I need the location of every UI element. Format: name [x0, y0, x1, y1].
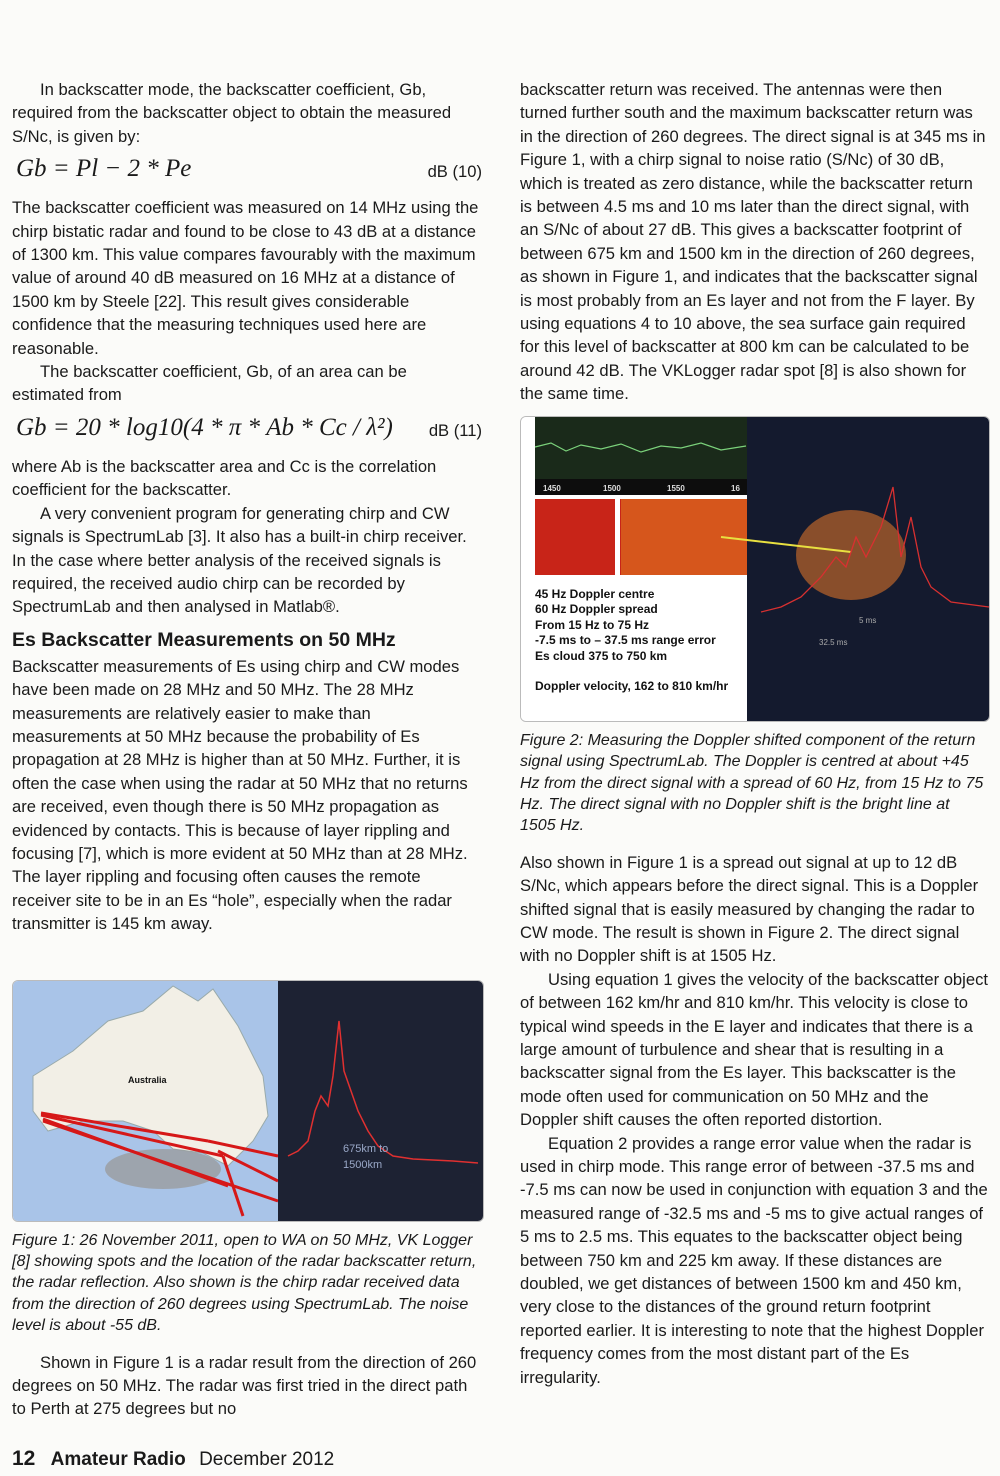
right-column: [520, 78, 988, 1389]
figure-2-axis-tick: 1550: [667, 483, 685, 493]
paragraph: In backscatter mode, the backscatter coefficient, Gb, required from the backscatter object to obtain the measured S/Nc, is given by:: [12, 80, 452, 146]
figure-2-mark: 5 ms: [859, 615, 877, 625]
figure-1-range-label: 675km to 1500km: [343, 1142, 389, 1171]
figure-2-image: [520, 416, 990, 722]
equation-10: [12, 150, 482, 192]
figure-2-velocity: Doppler velocity, 162 to 810 km/hr: [535, 678, 729, 693]
paragraph: A very convenient program for generating chirp and CW signals is SpectrumLab [3]. It also has a built-in chirp receiver. In the case where better analysis of the received signals is required, the received audio chirp can be recorded by SpectrumLab and then analysed in Matlab®.: [12, 503, 467, 617]
figure-2-axis-tick: 1500: [603, 483, 621, 493]
figure-1-graphic: [13, 981, 483, 1221]
equation-11: [12, 409, 482, 451]
figure-2-line: 45 Hz Doppler centre: [535, 586, 655, 601]
section-heading: Es Backscatter Measurements on 50 MHz: [12, 628, 396, 651]
equation-number: dB (10): [427, 162, 482, 182]
figure-1-image: [12, 980, 484, 1222]
figure-2-annotation: [535, 587, 747, 695]
page-footer: [12, 1447, 334, 1471]
equation-formula: Gb = 20 * log10(4 * π * Ab * Cc / λ²): [16, 413, 393, 441]
magazine-title: Amateur Radio: [50, 1449, 186, 1470]
paragraph: Also shown in Figure 1 is a spread out signal at up to 12 dB S/Nc, which appears before the direct signal. This is a Doppler shifted signal that is easily measured by changing the radar to CW mode. The result is shown in Figure 2. The direct signal with no Doppler shift is at 1505 Hz.: [520, 852, 979, 966]
paragraph: Using equation 1 gives the velocity of the backscatter object of between 162 km/hr and 810 km/hr. This velocity is close to typical wind speeds in the E layer and indicates that there is a large amount of turbulence and shear that is resulting in a backscatter signal from the Es layer. This backscatter is the mode often used for communication on 50 MHz and the Doppler shift causes the often reported distortion.: [520, 969, 988, 1130]
figure-2-mark: 32.5 ms: [819, 637, 848, 647]
figure-2-line: From 15 Hz to 75 Hz: [535, 617, 650, 632]
issue-date: December 2012: [199, 1449, 335, 1470]
figure-2-line: Es cloud 375 to 750 km: [535, 649, 668, 664]
paragraph: Equation 2 provides a range error value when the radar is used in chirp mode. This range error of between -37.5 ms and -7.5 ms can now be used in conjunction with equation 3 and the measured range of -32.5 ms and -5 ms to give actual ranges of 5 ms to 2.5 ms. This equates to the backscatter object being between 750 km and 225 km away. If these distances are doubled, we get distances of between 1500 km and 450 km, very close to the distances of the ground return footprint reported earlier. It is interesting to note that the highest Doppler frequency comes from the most distant part of the Es irregularity.: [520, 1133, 988, 1387]
figure-2-line: -7.5 ms to – 37.5 ms range error: [535, 633, 716, 648]
equation-formula: Gb = Pl − 2 * Pe: [16, 155, 192, 183]
paragraph: where Ab is the backscatter area and Cc is the correlation coefficient for the backscatter.: [12, 456, 437, 500]
paragraph: backscatter return was received. The antennas were then turned further south and the maximum backscatter return was in the direction of 260 degrees. The direct signal is at 345 ms in Figure 1, with a chirp signal to noise ratio (S/Nc) of 30 dB, which is treated as zero distance, while the backscatter return is between 4.5 ms and 10 ms later than the direct signal, with an S/Nc of about 27 dB. This gives a backscatter footprint of between 675 km and 1500 km in the direction of 260 degrees, as shown in Figure 1, and indicates that the backscatter signal is most probably from an Es layer and not from the F layer. By using equations 4 to 10 above, the sea surface gain required for this level of backscatter at 800 km can be calculated to be around 42 dB. The VKLogger radar spot [8] is also shown for the same time.: [520, 80, 986, 404]
figure-2-axis-tick: 16: [731, 483, 740, 493]
left-column: [12, 78, 482, 1421]
figure-1-caption: Figure 1: 26 November 2011, open to WA on 50 MHz, VK Logger [8] showing spots and the location of the radar backscatter return, the radar reflection. Also shown is the chirp radar received data from the direction of 260 degrees using SpectrumLab. The noise level is about -55 dB.: [12, 1231, 477, 1335]
figure-2-line: 60 Hz Doppler spread: [535, 602, 658, 617]
equation-number: dB (11): [428, 420, 482, 440]
figure-2-axis-tick: 1450: [543, 483, 561, 493]
paragraph: Backscatter measurements of Es using chirp and CW modes have been made on 28 MHz and 50 MHz. The 28 MHz measurements are relatively easier to make than measurements at 50 MHz because the probability of Es propagation at 28 MHz is higher than at 50 MHz. Further, it is often the case when using the radar at 50 MHz that no returns are received, even though there is 50 MHz propagation as evidenced by contacts. This is because of layer rippling and focusing [7], which is more evident at 50 MHz than at 28 MHz. The layer rippling and focusing often causes the remote receiver site to be in an Es “hole”, especially when the radar transmitter is 145 km away.: [12, 656, 468, 934]
figure-1-map-label: Australia: [128, 1074, 167, 1085]
figure-2-caption: Figure 2: Measuring the Doppler shifted component of the return signal using SpectrumLab. The Doppler is centred at about +45 Hz from the direct signal with a spread of 60 Hz, from 15 Hz to 75 Hz. The direct signal with no Doppler shift is the bright line at 1505 Hz.: [520, 731, 984, 835]
paragraph: Shown in Figure 1 is a radar result from the direction of 260 degrees on 50 MHz. The radar was first tried in the direct path to Perth at 275 degrees but no: [12, 1352, 477, 1419]
paragraph: The backscatter coefficient was measured on 14 MHz using the chirp bistatic radar and found to be close to 43 dB at a distance of 1300 km. This value compares favourably with the maximum value of around 40 dB measured on 16 MHz at a distance of 1500 km by Steele [22]. This result gives considerable confidence that the measuring techniques used here are reasonable.: [12, 198, 479, 358]
paragraph: The backscatter coefficient, Gb, of an area can be estimated from: [12, 362, 407, 405]
page-number: 12: [12, 1447, 36, 1470]
